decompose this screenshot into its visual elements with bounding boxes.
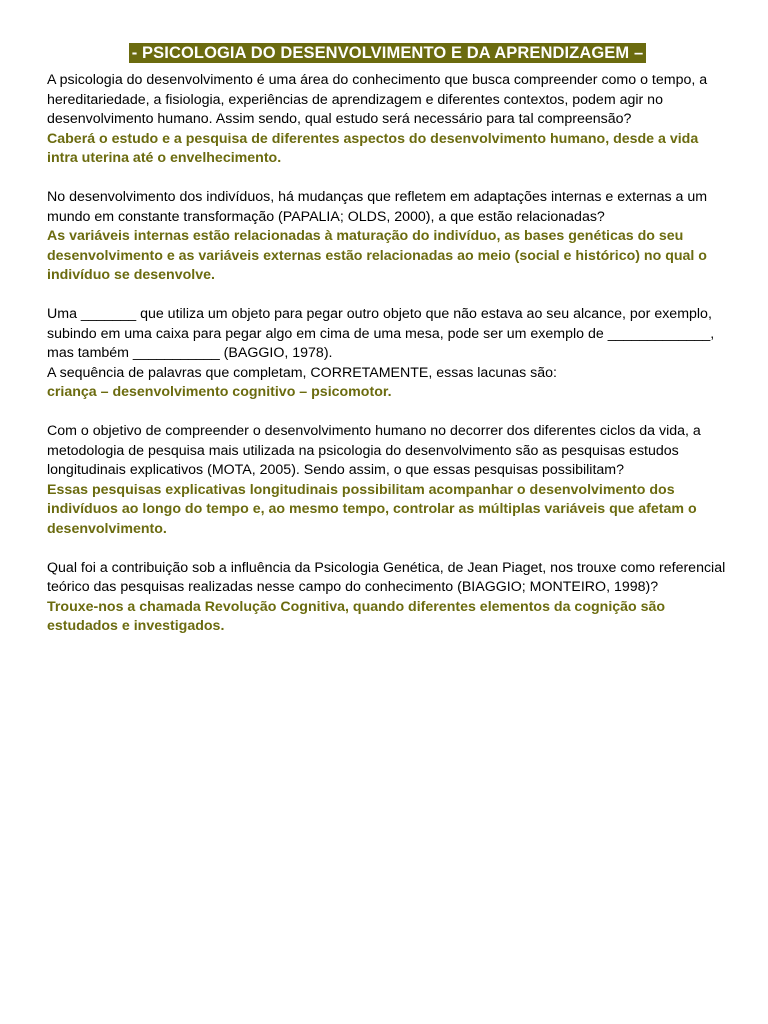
- question-text: A psicologia do desenvolvimento é uma área do conhecimento que busca compreender como o tempo, a hereditariedade, a fisiologia, experiências de aprendizagem e diferentes contextos, podem agir no desenvolvimento humano. Assim sendo, qual estudo será necessário para tal compreensão?: [47, 72, 708, 127]
- qa-block-5: [47, 559, 728, 637]
- qa-block-2: [47, 188, 728, 286]
- title-wrapper: [47, 43, 728, 63]
- question-text: Uma _______ que utiliza um objeto para pegar outro objeto que não estava ao seu alcance, por exemplo, subindo em uma caixa para pegar algo em cima de uma mesa, pode ser um exemplo de _____________, mas também ___________ (BAGGIO, 1978).: [47, 306, 715, 361]
- question-text: No desenvolvimento dos indivíduos, há mudanças que refletem em adaptações internas e externas a um mundo em constante transformação (PAPALIA; OLDS, 2000), a que estão relacionadas?: [47, 189, 708, 225]
- question-text: Com o objetivo de compreender o desenvolvimento humano no decorrer dos diferentes ciclos da vida, a metodologia de pesquisa mais utilizada na psicologia do desenvolvimento são as pesquisas estudos longitudinais explicativos (MOTA, 2005). Sendo assim, o que essas pesquisas possibilitam?: [47, 423, 701, 478]
- spacer: [47, 403, 728, 423]
- answer-text: criança – desenvolvimento cognitivo – psicomotor.: [47, 384, 392, 400]
- answer-text: Caberá o estudo e a pesquisa de diferentes aspectos do desenvolvimento humano, desde a vida intra uterina até o envelhecimento.: [47, 130, 699, 166]
- answer-text: Trouxe-nos a chamada Revolução Cognitiva, quando diferentes elementos da cognição são estudados e investigados.: [47, 598, 666, 634]
- spacer: [47, 169, 728, 189]
- spacer: [47, 286, 728, 306]
- question-prompt-text: A sequência de palavras que completam, CORRETAMENTE, essas lacunas são:: [47, 364, 557, 381]
- qa-block-3: [47, 305, 728, 403]
- document-title: - PSICOLOGIA DO DESENVOLVIMENTO E DA APRENDIZAGEM –: [129, 43, 646, 63]
- answer-text: As variáveis internas estão relacionadas à maturação do indivíduo, as bases genéticas do seu desenvolvimento e as variáveis externas estão relacionadas ao meio (social e histórico) no qual o indivíduo se desenvolve.: [47, 228, 707, 283]
- question-text: Qual foi a contribuição sob a influência da Psicologia Genética, de Jean Piaget, nos trouxe como referencial teórico das pesquisas realizadas nesse campo do conhecimento (BIAGGIO; MONTEIRO, 1998)?: [47, 559, 726, 595]
- qa-block-1: [47, 71, 728, 169]
- qa-block-4: [47, 422, 728, 539]
- answer-text: Essas pesquisas explicativas longitudinais possibilitam acompanhar o desenvolvimento dos indivíduos ao longo do tempo e, ao mesmo tempo, controlar as múltiplas variáveis que afetam o desenvolvimento.: [47, 481, 697, 537]
- spacer: [47, 539, 728, 559]
